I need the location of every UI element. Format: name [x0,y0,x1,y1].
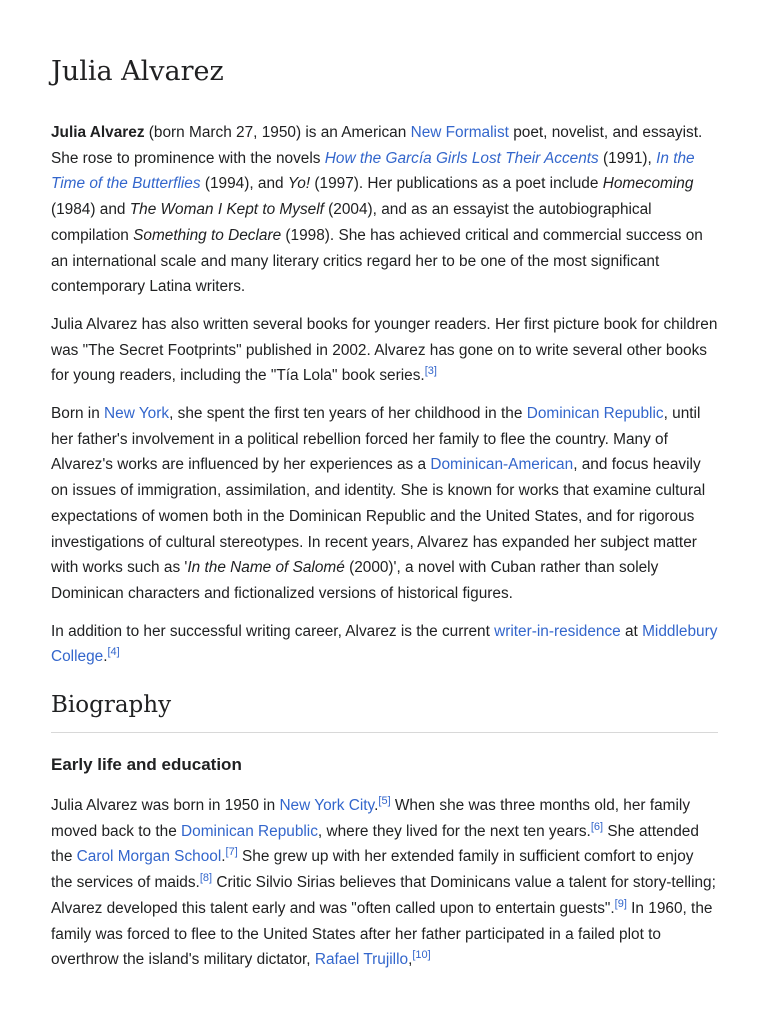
reference-link[interactable]: [6] [590,820,604,833]
page-title: Julia Alvarez [51,56,224,87]
younger-readers-paragraph: Julia Alvarez has also written several books for younger readers. Her first picture book for children was "The Secret Footprints" published in 2002. Alvarez has gone on to write several other books for young readers, including the "Tía Lola" book series.[3] [51,315,718,385]
link-new-york-city[interactable]: New York City [279,797,375,815]
article-body [51,120,718,985]
reference-link[interactable]: [5] [378,794,391,807]
link-carol-morgan-school[interactable]: Carol Morgan School [76,848,222,866]
career-paragraph: In addition to her successful writing career, Alvarez is the current writer-in-residence at Middlebury College.[4] [51,622,718,666]
link-butterflies[interactable]: In the Time of the Butterflies [51,149,695,193]
childhood-paragraph: Born in New York, she spent the first ten years of her childhood in the Dominican Republic, until her father's involvement in a political rebellion forced her family to flee the country. Many of Alvarez's works are influenced by her experiences as a Dominican-American, and focus heavily on issues of immigration, assimilation, and identity. She is known for works that examine cultural expectations of women both in the Dominican Republic and the United States, and for rigorous investigations of cultural stereotypes. In recent years, Alvarez has expanded her subject matter with works such as 'In the Name of Salomé (2000)', a novel with Cuban rather than solely Dominican characters and fictionalized versions of historical figures. [51,405,706,602]
subsection-heading-early-life: Early life and education [51,755,242,775]
link-new-formalist[interactable]: New Formalist [410,124,509,141]
early-life-paragraph: Julia Alvarez was born in 1950 in New York City.[5] When she was three months old, her family moved back to the Dominican Republic, where they lived for the next ten years.[6] She attended the Carol Morgan School.[7] She grew up with her extended family in sufficient comfort to enjoy the services of maids.[8] Critic Silvio Sirias believes that Dominicans value a talent for story-telling; Alvarez developed this talent early and was "often called upon to entertain guests".[9] In 1960, the family was forced to flee to the United States after her father participated in a failed plot to overthrow the island's military dictator, Rafael Trujillo,[10] [51,794,716,969]
reference-link[interactable]: [8] [199,872,213,885]
link-dominican-american[interactable]: Dominican-American [430,456,574,474]
reference-link[interactable]: [10] [412,949,431,962]
subject-name: Julia Alvarez [51,124,145,141]
link-middlebury-college[interactable]: Middlebury College [51,622,718,666]
reference-link[interactable]: [7] [225,846,238,859]
reference-link[interactable]: [9] [614,897,627,910]
link-dominican-republic[interactable]: Dominican Republic [526,405,664,423]
link-writer-in-residence[interactable]: writer-in-residence [494,622,621,640]
reference-link[interactable]: [4] [107,646,120,659]
link-dominican-republic[interactable]: Dominican Republic [181,822,318,840]
section-heading-biography: Biography [51,692,718,733]
link-garcia-girls[interactable]: How the García Girls Lost Their Accents [324,149,599,167]
reference-link[interactable]: [3] [424,365,437,378]
link-new-york[interactable]: New York [104,405,170,423]
link-rafael-trujillo[interactable]: Rafael Trujillo [314,951,409,969]
intro-paragraph: Julia Alvarez (born March 27, 1950) is an American New Formalist poet, novelist, and essayist. She rose to prominence with the novels How the García Girls Lost Their Accents (1991), In the Time of the Butterflies (1994), and Yo! (1997). Her publications as a poet include Homecoming (1984) and The Woman I Kept to Myself (2004), and as an essayist the autobiographical compilation Something to Declare (1998). She has achieved critical and commercial success on an international scale and many literary critics regard her to be one of the most significant contemporary Latina writers. [51,124,703,296]
